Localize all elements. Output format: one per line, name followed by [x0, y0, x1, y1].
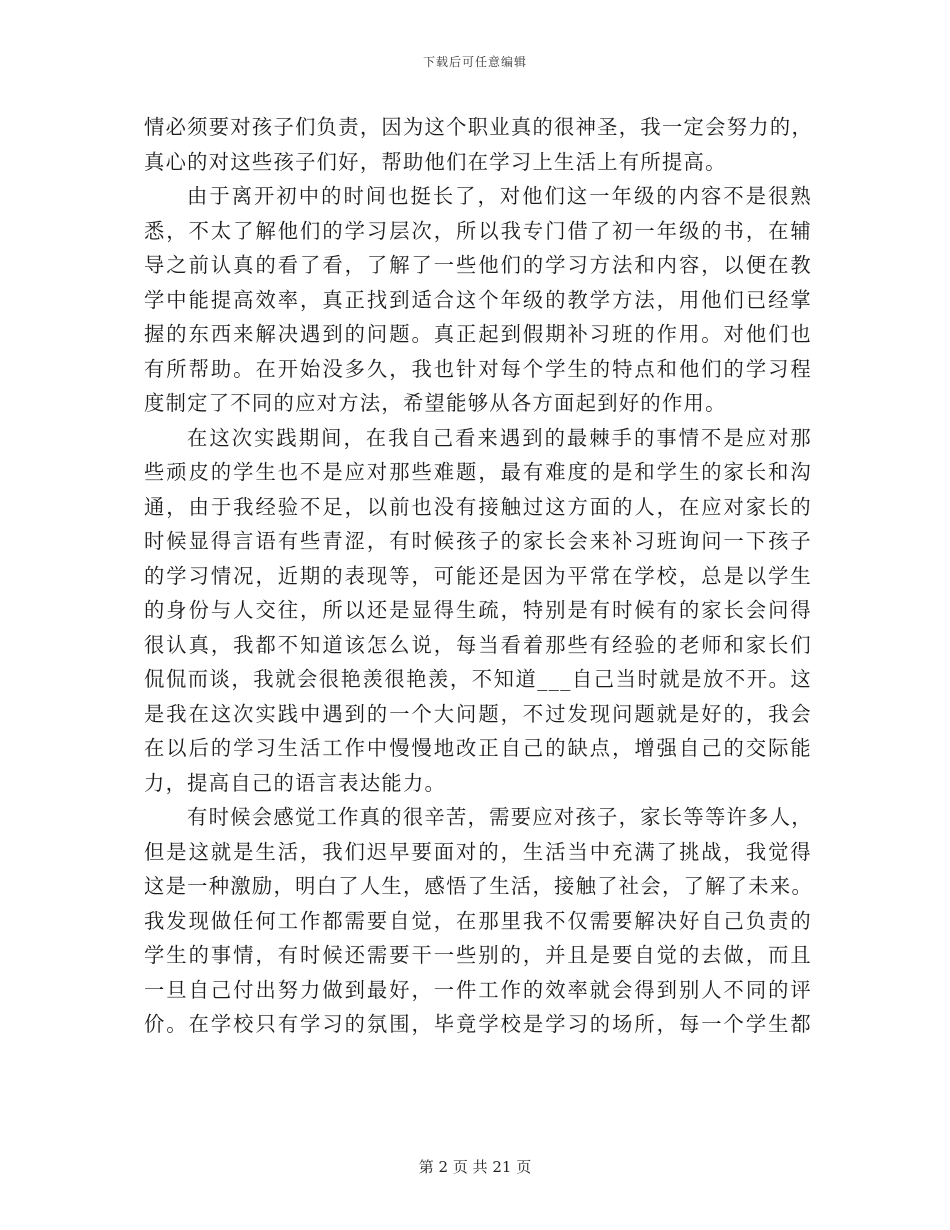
text-line: 由于离开初中的时间也挺长了，对他们这一年级的内容不是很熟: [187, 184, 812, 208]
text-line: 但是这就是生活，我们迟早要面对的，生活当中充满了挑战，我觉得: [144, 839, 812, 864]
text-line: 在这次实践期间，在我自己看来遇到的最棘手的事情不是应对那: [187, 425, 812, 450]
text-line: 通，由于我经验不足，以前也没有接触过这方面的人，在应对家长的: [144, 494, 812, 519]
text-line: 真心的对这些孩子们好，帮助他们在学习上生活上有所提高。: [144, 149, 727, 174]
text-line: 的学习情况，近期的表现等，可能还是因为平常在学校，总是以学生: [144, 563, 812, 588]
text-line: 一旦自己付出努力做到最好，一件工作的效率就会得到别人不同的评: [144, 977, 812, 1002]
text-line: 在以后的学习生活工作中慢慢地改正自己的缺点，增强自己的交际能: [144, 736, 812, 760]
text-line: 学中能提高效率，真正找到适合这个年级的教学方法，用他们已经掌: [144, 287, 812, 312]
page-header: 下载后可任意编辑: [422, 55, 527, 69]
text-line: 有时候会感觉工作真的很辛苦，需要应对孩子，家长等等许多人，: [187, 805, 813, 829]
text-line: 的身份与人交往，所以还是显得生疏，特别是有时候有的家长会问得: [144, 598, 812, 622]
text-line: 有所帮助。在开始没多久，我也针对每个学生的特点和他们的学习程: [144, 356, 812, 381]
document-body: [144, 110, 812, 1042]
text-line: 我发现做任何工作都需要自觉，在那里我不仅需要解决好自己负责的: [144, 908, 812, 933]
text-line: 价。在学校只有学习的氛围，毕竟学校是学习的场所，每一个学生都: [144, 1012, 812, 1036]
text-line: 度制定了不同的应对方法，希望能够从各方面起到好的作用。: [144, 391, 727, 415]
text-line: 学生的事情，有时候还需要干一些别的，并且是要自觉的去做，而且: [144, 943, 812, 967]
text-line: 情必须要对孩子们负责，因为这个职业真的很神圣，我一定会努力的，: [144, 115, 814, 139]
text-line: 这是一种激励，明白了人生，感悟了生活，接触了社会，了解了未来。: [144, 874, 814, 898]
text-line: 导之前认真的看了看，了解了一些他们的学习方法和内容，以便在教: [144, 253, 812, 277]
text-line: 握的东西来解决遇到的问题。真正起到假期补习班的作用。对他们也: [144, 322, 812, 346]
text-line: 是我在这次实践中遇到的一个大问题，不过发现问题就是好的，我会: [144, 701, 812, 726]
text-line: 侃侃而谈，我就会很艳羡很艳羡，不知道___自己当时就是放不开。这: [144, 667, 812, 691]
page-number-footer: 第 2 页 共 21 页: [418, 1158, 532, 1176]
text-line: 悉，不太了解他们的学习层次，所以我专门借了初一年级的书，在辅: [144, 218, 812, 243]
text-line: 时候显得言语有些青涩，有时候孩子的家长会来补习班询问一下孩子: [144, 529, 812, 553]
text-line: 力，提高自己的语言表达能力。: [144, 770, 447, 795]
text-line: 些顽皮的学生也不是应对那些难题，最有难度的是和学生的家长和沟: [144, 460, 812, 484]
text-line: 很认真，我都不知道该怎么说，每当看着那些有经验的老师和家长们: [144, 632, 812, 657]
